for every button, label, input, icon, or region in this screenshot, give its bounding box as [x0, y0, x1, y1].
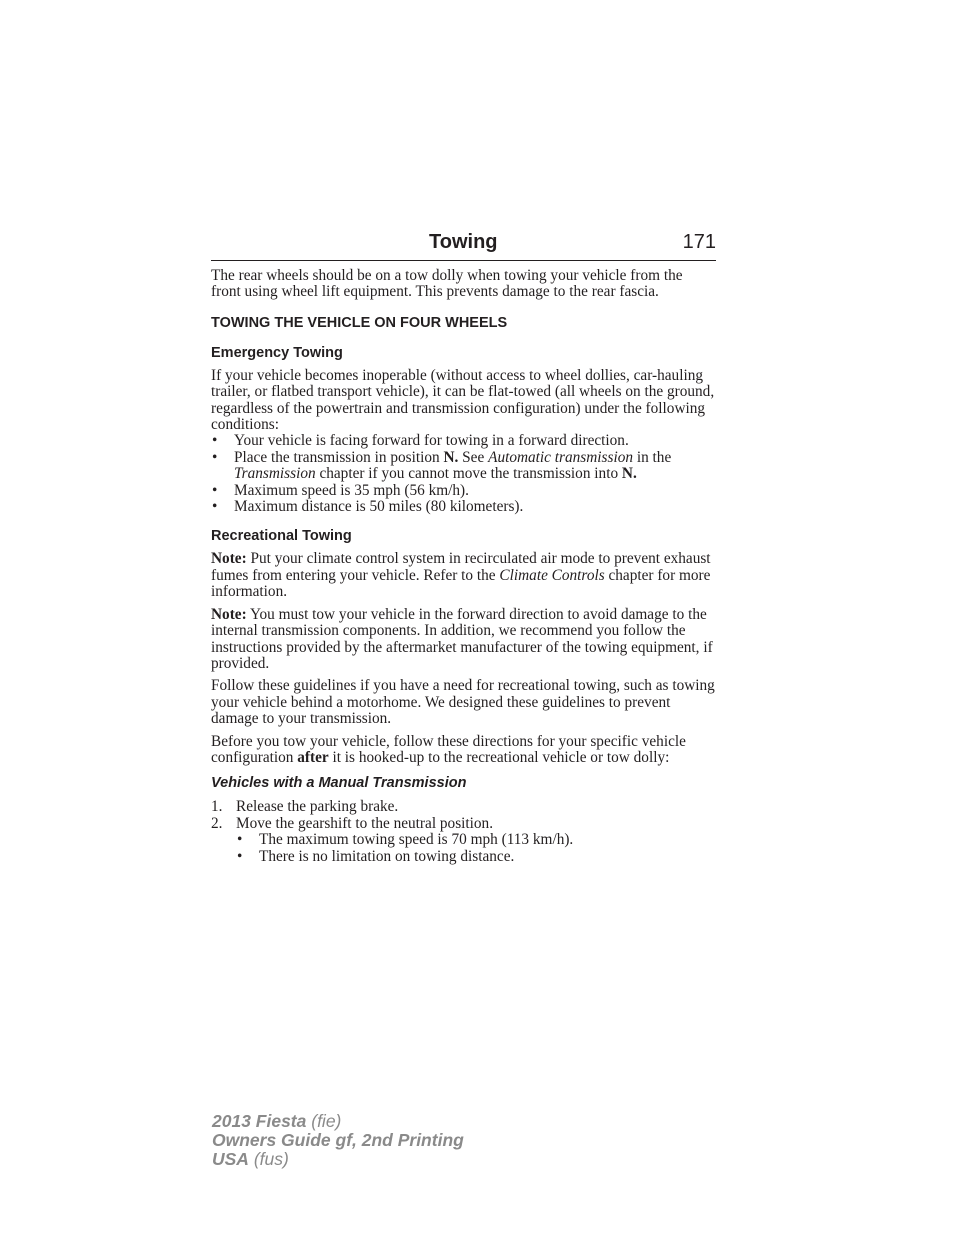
directions-paragraph	[211, 734, 716, 767]
emergency-towing-heading: Emergency Towing	[211, 344, 343, 361]
note-climate	[211, 551, 716, 600]
list-item-text: There is no limitation on towing distance.	[259, 847, 515, 865]
footer-line	[212, 1112, 464, 1131]
guidelines-paragraph: Follow these guidelines if you have a need for recreational towing, such as towing your vehicle behind a motorhome. We designed these guidelines to prevent damage to your transmission.	[211, 677, 715, 728]
footer-model: 2013 Fiesta	[212, 1111, 307, 1131]
chapter-reference: Climate Controls	[499, 566, 605, 584]
step-number: 1.	[211, 798, 223, 816]
intro-paragraph: The rear wheels should be on a tow dolly when towing your vehicle from the front using wheel lift equipment. This prevents damage to the rear fascia.	[211, 267, 683, 301]
paragraph-text: it is hooked-up to the recreational vehicle or tow dolly:	[328, 748, 670, 766]
list-item	[211, 499, 716, 515]
page-footer	[212, 1112, 464, 1169]
manual-sub-list	[211, 832, 716, 865]
footer-guide: Owners Guide gf, 2nd Printing	[212, 1130, 464, 1150]
note-text: Put your climate control system in recirculated air mode to prevent exhaust fumes from entering your vehicle. Refer to the	[211, 550, 711, 584]
list-item	[211, 799, 716, 815]
manual-transmission-heading: Vehicles with a Manual Transmission	[211, 775, 467, 792]
footer-line	[212, 1150, 464, 1169]
page-header	[211, 228, 716, 261]
list-item-text: chapter if you cannot move the transmission into	[315, 465, 622, 483]
footer-market: USA	[212, 1149, 249, 1169]
emergency-towing-body: If your vehicle becomes inoperable (without access to wheel dollies, car-hauling trailer, or flatbed transport vehicle), it can be flat-towed (all wheels on the ground, regardless of the powertrain and transmission configuration) under the following conditions:	[211, 366, 715, 434]
list-item-text: The maximum towing speed is 70 mph (113 km/h).	[259, 831, 574, 849]
emphasis-after: after	[297, 748, 329, 766]
list-item	[236, 849, 716, 865]
bullet-icon: •	[212, 498, 218, 516]
list-item-text: in the	[633, 448, 672, 466]
gear-position-n: N.	[621, 465, 637, 483]
list-item-text: See	[458, 448, 489, 466]
step-text: Release the parking brake.	[236, 798, 399, 816]
list-item	[211, 433, 716, 449]
list-item-text: Your vehicle is facing forward for towing in a forward direction.	[234, 432, 629, 450]
list-item	[236, 832, 716, 848]
paragraph-text: Before you tow your vehicle, follow these directions for your specific vehicle configuration	[211, 732, 686, 766]
list-item-text: Place the transmission in position	[234, 448, 444, 466]
bullet-icon: •	[212, 481, 218, 499]
bullet-icon: •	[212, 432, 218, 450]
note-label: Note:	[211, 605, 247, 623]
gear-position-n: N.	[443, 448, 459, 466]
recreational-towing-heading: Recreational Towing	[211, 528, 352, 545]
step-text: Move the gearshift to the neutral position.	[236, 814, 494, 832]
page-content	[211, 268, 716, 865]
step-number: 2.	[211, 814, 223, 832]
footer-code: (fus)	[248, 1149, 289, 1169]
page-number: 171	[682, 231, 716, 253]
list-item	[211, 816, 716, 832]
note-label: Note:	[211, 550, 247, 568]
cross-reference: Automatic transmission	[488, 448, 633, 466]
manual-steps-list	[211, 799, 716, 832]
bullet-icon: •	[237, 831, 243, 849]
chapter-reference: Transmission	[234, 465, 316, 483]
list-item	[211, 483, 716, 499]
list-item	[211, 450, 716, 483]
note-text: You must tow your vehicle in the forward direction to avoid damage to the internal transmission components. In addition, we recommend you follow the instructions provided by the aftermarket manufacturer of the towing equipment, if provided.	[211, 605, 713, 672]
footer-code: (fie)	[306, 1111, 342, 1131]
bullet-icon: •	[212, 448, 218, 466]
list-item-text: Maximum distance is 50 miles (80 kilometers).	[234, 498, 524, 516]
chapter-title: Towing	[429, 231, 498, 253]
emergency-conditions-list	[211, 433, 716, 515]
section-heading: TOWING THE VEHICLE ON FOUR WHEELS	[211, 314, 508, 331]
bullet-icon: •	[237, 847, 243, 865]
note-text: chapter for more information.	[211, 566, 711, 601]
list-item-text: Maximum speed is 35 mph (56 km/h).	[234, 481, 469, 499]
note-direction	[211, 607, 716, 673]
